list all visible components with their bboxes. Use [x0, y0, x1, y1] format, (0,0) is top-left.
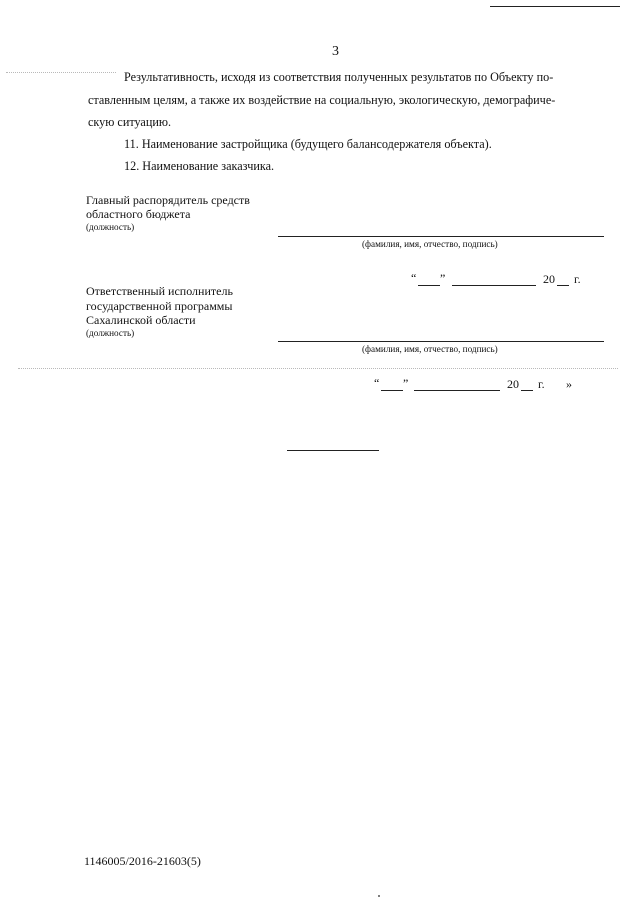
signer1-date-quote-close: ” [440, 271, 446, 285]
scan-noise-middle [18, 368, 618, 370]
signer2-date-quote-open: “ [374, 376, 380, 390]
signer1-date-day-blank [418, 285, 440, 286]
scan-dot [378, 895, 380, 897]
signer2-date-quote-close: ” [403, 376, 409, 390]
signer1-position-caption: (должность) [86, 222, 135, 232]
signer2-signature-caption: (фамилия, имя, отчество, подпись) [362, 344, 498, 354]
paragraph-line-1: Результативность, исходя из соответствия полученных результатов по Объекту по- [124, 70, 554, 84]
signer2-date-year-prefix: 20 [507, 377, 519, 391]
end-separator-line [287, 450, 379, 451]
page-number: 3 [332, 44, 339, 59]
paragraph-line-3: скую ситуацию. [88, 115, 172, 129]
signer2-position-caption: (должность) [86, 328, 135, 338]
signer2-date-year-blank [521, 390, 533, 391]
paragraph-line-2: ставленным целям, а также их воздействие на социальную, экологическую, демографиче- [88, 93, 556, 107]
signer1-title-line1: Главный распорядитель средств [86, 193, 250, 207]
signer2-closing-quote: » [566, 377, 572, 391]
signer2-date-year-suffix: г. [538, 377, 545, 391]
scan-noise-top [6, 72, 116, 74]
signer1-date-quote-open: “ [411, 271, 417, 285]
item-11: 11. Наименование застройщика (будущего балансодержателя объекта). [124, 137, 492, 151]
signer2-signature-line [278, 341, 604, 342]
signer1-signature-caption: (фамилия, имя, отчество, подпись) [362, 239, 498, 249]
signer2-date-day-blank [381, 390, 403, 391]
signer2-title-line1: Ответственный исполнитель [86, 284, 233, 298]
signer1-date-year-blank [557, 285, 569, 286]
footer-doc-id: 1146005/2016-21603(5) [84, 854, 201, 868]
signer2-date-month-blank [414, 390, 500, 391]
signer1-date-year-suffix: г. [574, 272, 581, 286]
top-right-rule [490, 6, 620, 7]
item-12: 12. Наименование заказчика. [124, 159, 275, 173]
signer1-date-year-prefix: 20 [543, 272, 555, 286]
signer1-title-line2: областного бюджета [86, 207, 191, 221]
signer2-title-line2: государственной программы [86, 299, 233, 313]
signer1-signature-line [278, 236, 604, 237]
signer1-date-month-blank [452, 285, 536, 286]
signer2-title-line3: Сахалинской области [86, 313, 196, 327]
